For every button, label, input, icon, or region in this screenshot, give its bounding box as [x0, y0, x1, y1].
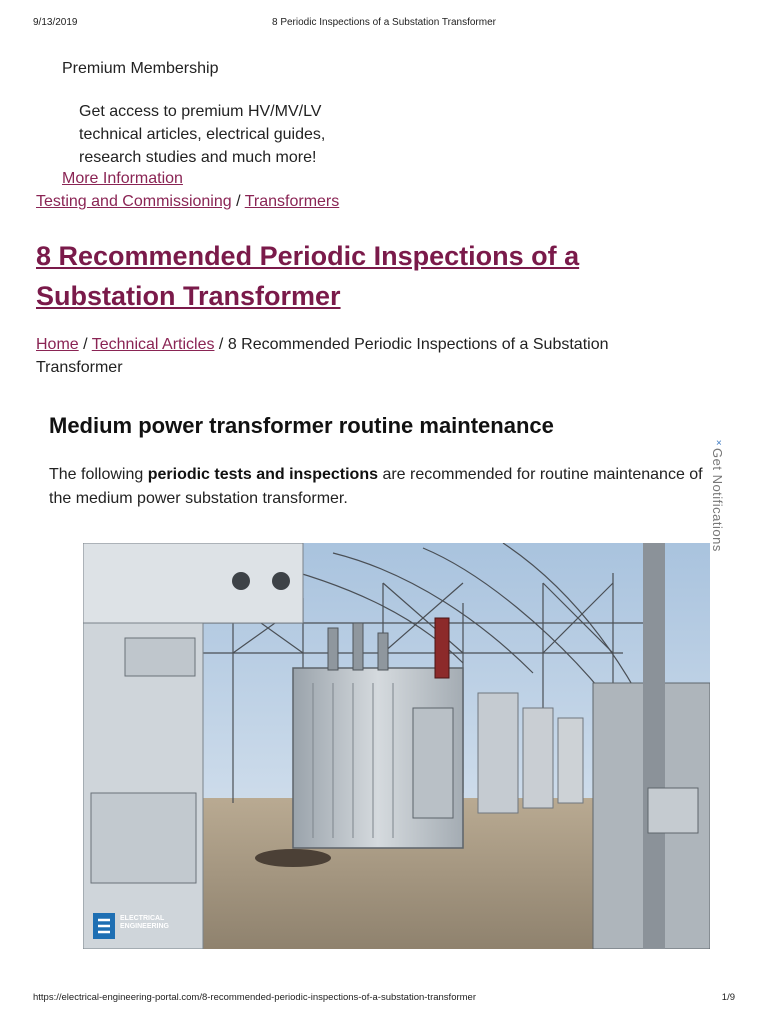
logo-line-2: ENGINEERING [120, 923, 170, 930]
print-footer [0, 992, 768, 1006]
print-title: 8 Periodic Inspections of a Substation Transformer [271, 17, 496, 28]
breadcrumb-separator: / [218, 336, 224, 353]
logo-line-1: ELECTRICAL [120, 915, 165, 922]
get-notifications-label[interactable]: Get Notifications [710, 448, 725, 552]
breadcrumb-separator: / [83, 336, 88, 353]
substation-photo-illustration [83, 543, 710, 949]
breadcrumb [36, 333, 676, 379]
section-heading: Medium power transformer routine maintenance [49, 413, 554, 438]
breadcrumb-home-link[interactable]: Home [36, 336, 79, 353]
logo-text [120, 915, 169, 931]
category-separator: / [236, 193, 241, 210]
premium-membership-description: Get access to premium HV/MV/LV technical articles, electrical guides, research studies and much more! [79, 103, 326, 166]
intro-text-start: The following [49, 466, 148, 483]
intro-paragraph [49, 463, 709, 509]
print-page-number: 1/9 [721, 992, 735, 1003]
more-information-link[interactable]: More Information [62, 170, 183, 187]
category-testing-link[interactable]: Testing and Commissioning [36, 193, 232, 210]
close-icon[interactable]: × [716, 438, 722, 449]
premium-membership-title: Premium Membership [62, 60, 219, 77]
category-links [36, 193, 339, 211]
substation-photo [83, 543, 710, 949]
print-footer-url: https://electrical-engineering-portal.com/8-recommended-periodic-inspections-of-a-substation-transformer [33, 992, 476, 1003]
intro-text-end: are recommended for routine maintenance of the medium power substation transformer. [49, 466, 703, 507]
category-transformers-link[interactable]: Transformers [244, 193, 340, 210]
breadcrumb-technical-articles-link[interactable]: Technical Articles [91, 336, 215, 353]
breadcrumb-current: 8 Recommended Periodic Inspections of a Substation Transformer [36, 336, 609, 376]
print-header [0, 17, 768, 31]
article-title[interactable]: 8 Recommended Periodic Inspections of a Substation Transformer [36, 241, 580, 311]
intro-bold-phrase: periodic tests and inspections [147, 466, 378, 483]
print-date: 9/13/2019 [33, 17, 78, 28]
